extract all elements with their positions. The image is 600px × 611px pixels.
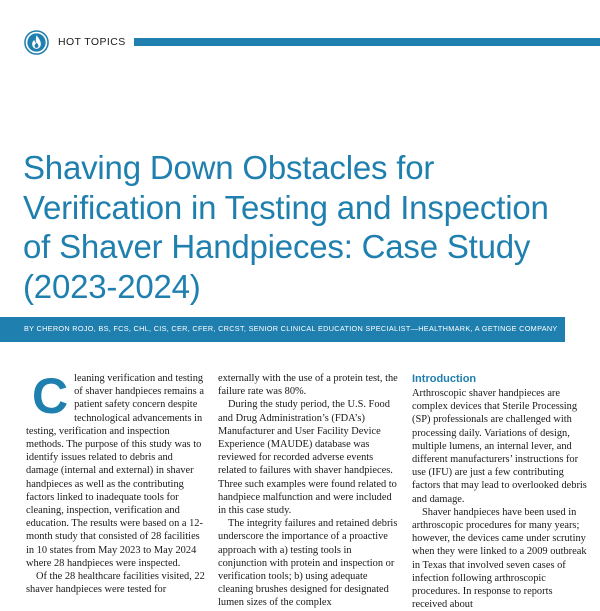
article-title: Shaving Down Obstacles for Verification in Testing and Inspection of Shaver Handpieces: Case Study (2023-2024)	[23, 149, 549, 305]
byline: BY CHERON ROJO, BS, FCS, CHL, CIS, CER, CFER, CRCST, SENIOR CLINICAL EDUCATION SPECIALIST—HEALTHMARK, A GETINGE COMPANY	[24, 324, 558, 333]
paragraph: Shaver handpieces have been used in arthroscopic procedures for many years; however, the devices came under scrutiny when they were linked to a 2009 outbreak in Texas that involved seven cases of infection following arthroscopic procedures. In response to reports received about	[412, 506, 587, 611]
paragraph: The integrity failures and retained debris underscore the importance of a proactive approach with a) testing tools in conjunction with protein and inspection or verification tools; b) using adequate cleaning brushes designed for designated lumen sizes of the complex	[218, 518, 398, 609]
byline-bar	[0, 317, 565, 342]
flame-badge-icon	[24, 30, 49, 55]
header-rule	[134, 38, 600, 46]
article-column-1	[26, 368, 206, 596]
section-heading: Introduction	[412, 373, 477, 385]
drop-cap: C	[32, 368, 69, 424]
paragraph-text: leaning verification and testing of shaver handpieces remains a patient safety concern despite technological advancements in testing, verification and inspection methods. The purpose of this study was to identify issues related to debris and damage (internal and external) in shaver handpieces as well as the contributing factors linked to inadequate tools for cleaning, inspection, verification and education. The results were based on a 12-month study that consisted of 28 facilities in 10 states from May 2023 to May 2024 where 28 handpieces were inspected.	[26, 373, 204, 569]
article-column-2	[218, 372, 398, 610]
paragraph: externally with the use of a protein test, the failure rate was 80%.	[218, 373, 398, 398]
paragraph: During the study period, the U.S. Food and Drug Administration’s (FDA’s) Manufacturer and User Facility Device Experience (MAUDE) database was reviewed for recorded adverse events related to failures with shaver handpieces. Three such examples were found related to handpiece malfunction and were included in this case study.	[218, 399, 397, 517]
article-column-3	[412, 372, 590, 611]
paragraph: Of the 28 healthcare facilities visited, 22 shaver handpieces were tested for	[26, 571, 205, 596]
paragraph: Arthroscopic shaver handpieces are complex devices that Sterile Processing (SP) professionals are challenged with processing daily. Variations of design, multiple lumens, an internal lever, and different manufacturers’ instructions for use (IFU) are just a few contributing factors that may lead to overlooked debris and damage.	[412, 388, 587, 505]
page-header	[24, 30, 600, 56]
section-label: HOT TOPICS	[58, 36, 126, 48]
paragraph	[26, 368, 206, 570]
